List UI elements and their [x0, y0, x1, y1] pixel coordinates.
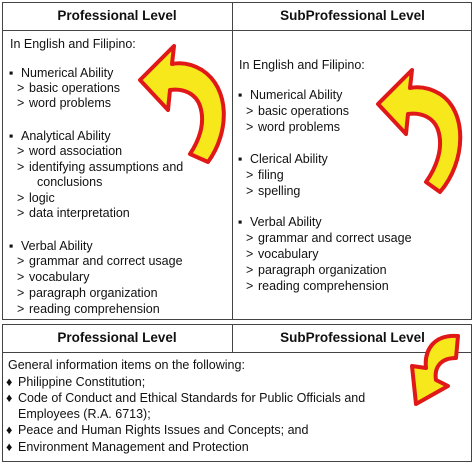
diamond-bullet-icon: ♦: [6, 375, 13, 389]
chevron-right-icon: >: [17, 206, 25, 220]
right-item-reading-comprehension: > reading comprehension: [246, 279, 389, 293]
right-section-verbal: ▪ Verbal Ability: [238, 215, 322, 229]
right-item-basic-operations: > basic operations: [246, 104, 350, 118]
left-section-analytical: ▪ Analytical Ability: [9, 129, 111, 143]
right-item-word-problems: > word problems: [246, 120, 340, 134]
right-section-numerical: ▪ Numerical Ability: [238, 88, 343, 102]
left-item-word-association: > word association: [17, 144, 123, 158]
right-item-spelling: > spelling: [246, 184, 301, 198]
chevron-right-icon: >: [17, 81, 25, 95]
chevron-right-icon: >: [17, 270, 25, 284]
chevron-right-icon: >: [246, 104, 254, 118]
left-item-basic-operations: > basic operations: [17, 81, 121, 95]
left-item-data-interpretation: > data interpretation: [17, 206, 130, 220]
curved-arrow-right-icon: [370, 52, 474, 212]
square-bullet-icon: ▪: [238, 215, 243, 229]
square-bullet-icon: ▪: [9, 239, 14, 253]
chevron-right-icon: >: [246, 279, 254, 293]
left-intro: In English and Filipino:: [10, 37, 136, 51]
chevron-right-icon: >: [17, 254, 25, 268]
section-title: Numerical Ability: [21, 66, 114, 80]
chevron-right-icon: >: [17, 144, 25, 158]
chevron-right-icon: >: [246, 231, 254, 245]
curved-arrow-left-icon: [130, 30, 240, 190]
right-item-filing: > filing: [246, 168, 284, 182]
right-item-paragraph-organization: > paragraph organization: [246, 263, 387, 277]
square-bullet-icon: ▪: [238, 152, 243, 166]
right-item-vocabulary: > vocabulary: [246, 247, 319, 261]
curved-arrow-bottom-icon: [376, 328, 474, 440]
bottom-item-code-continuation: Employees (R.A. 6713);: [18, 407, 151, 421]
left-item-grammar: > grammar and correct usage: [17, 254, 183, 268]
bottom-intro: General information items on the following:: [8, 358, 245, 372]
chevron-right-icon: >: [17, 302, 25, 316]
diamond-bullet-icon: ♦: [6, 440, 13, 454]
bottom-header-professional-level: Professional Level: [57, 330, 177, 345]
arrow-shape: [378, 70, 460, 192]
right-intro: In English and Filipino:: [239, 58, 365, 72]
bottom-item-peace-human-rights: ♦ Peace and Human Rights Issues and Concepts; and: [6, 423, 309, 437]
left-item-reading-comprehension: > reading comprehension: [17, 302, 160, 316]
left-item-vocabulary: > vocabulary: [17, 270, 90, 284]
chevron-right-icon: >: [17, 96, 25, 110]
arrow-shape: [412, 336, 458, 404]
square-bullet-icon: ▪: [238, 88, 243, 102]
right-item-grammar: > grammar and correct usage: [246, 231, 412, 245]
left-item-conclusions: conclusions: [37, 175, 103, 189]
chevron-right-icon: >: [246, 247, 254, 261]
diamond-bullet-icon: ♦: [6, 391, 13, 405]
header-professional-level: Professional Level: [57, 8, 177, 23]
left-section-numerical: [9, 66, 113, 81]
diamond-bullet-icon: ♦: [6, 423, 13, 437]
bottom-header-subprofessional-level: SubProfessional Level: [280, 330, 425, 345]
square-bullet-icon: ▪: [9, 66, 14, 80]
arrow-shape: [140, 46, 224, 162]
chevron-right-icon: >: [17, 160, 25, 174]
bottom-item-code-of-conduct: ♦ Code of Conduct and Ethical Standards for Public Officials and: [6, 391, 366, 405]
chevron-right-icon: >: [246, 184, 254, 198]
chevron-right-icon: >: [17, 191, 25, 205]
chevron-right-icon: >: [246, 120, 254, 134]
left-item-word-problems: > word problems: [17, 96, 111, 110]
right-section-clerical: ▪ Clerical Ability: [238, 152, 328, 166]
bottom-item-constitution: ♦ Philippine Constitution;: [6, 375, 146, 389]
bottom-item-environment: ♦ Environment Management and Protection: [6, 440, 249, 454]
chevron-right-icon: >: [246, 263, 254, 277]
square-bullet-icon: ▪: [9, 129, 14, 143]
chevron-right-icon: >: [17, 286, 25, 300]
header-subprofessional-level: SubProfessional Level: [280, 8, 425, 23]
left-section-verbal: ▪ Verbal Ability: [9, 239, 93, 253]
left-item-logic: > logic: [17, 191, 55, 205]
chevron-right-icon: >: [246, 168, 254, 182]
left-item-paragraph-organization: > paragraph organization: [17, 286, 158, 300]
left-item-identifying-assumptions: > identifying assumptions and: [17, 160, 184, 174]
